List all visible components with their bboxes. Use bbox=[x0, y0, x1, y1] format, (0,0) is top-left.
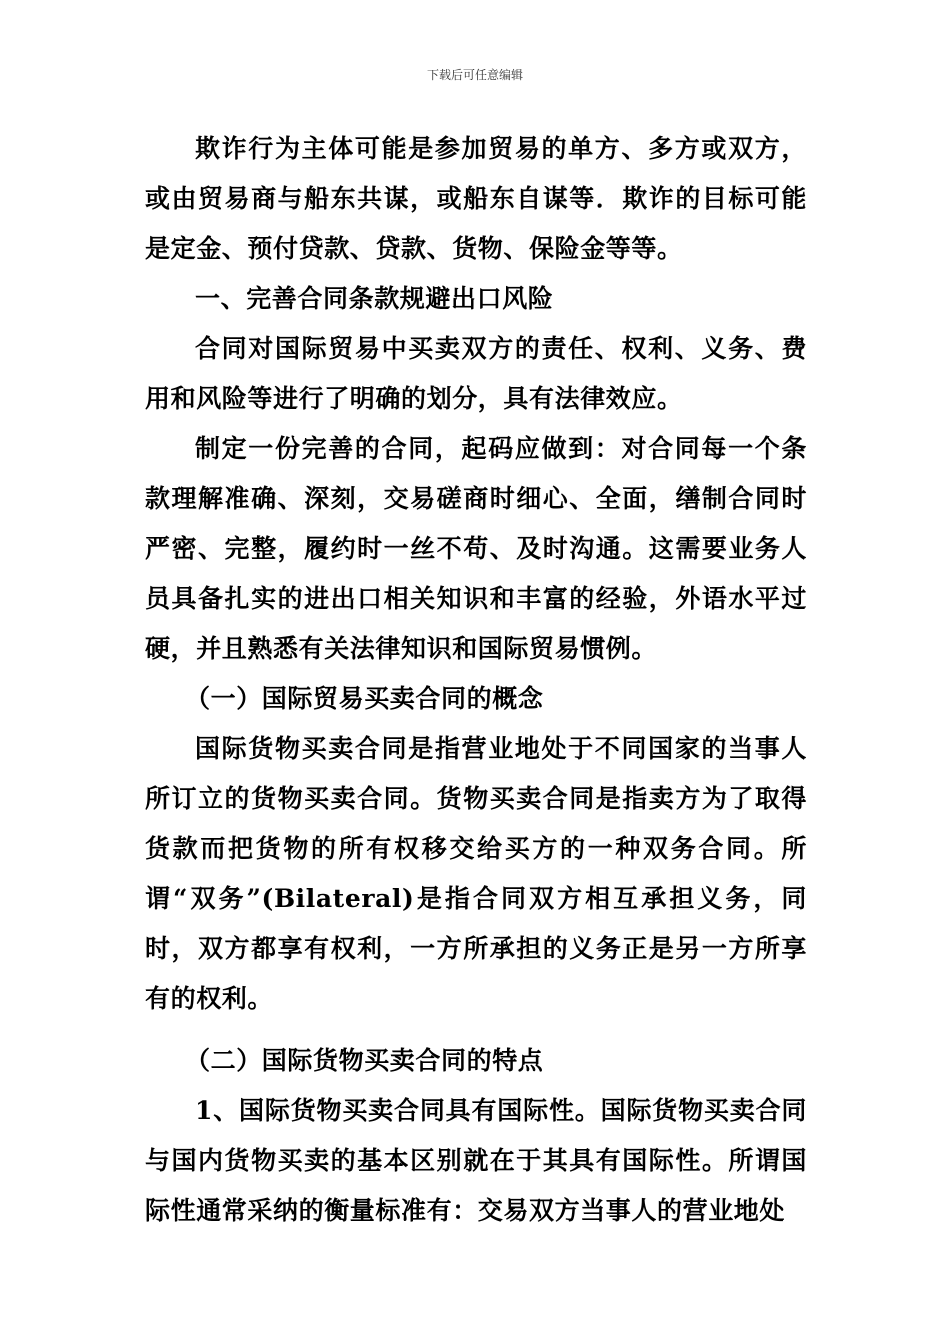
paragraph-drafting-requirements: 制定一份完善的合同，起码应做到：对合同每一个条款理解准确、深刻，交易磋商时细心、全面，缮制合同时严密、完整，履约时一丝不苟、及时沟通。这需要业务人员具备扎实的进出口相关知识和丰富的经验，外语水平过硬，并且熟悉有关法律知识和国际贸易惯例。 bbox=[145, 434, 807, 663]
section-heading-contract-terms: 一、完善合同条款规避出口风险 bbox=[195, 284, 554, 313]
paragraph-contract-division: 合同对国际贸易中买卖双方的责任、权利、义务、费用和风险等进行了明确的划分，具有法律效应。 bbox=[145, 334, 807, 413]
paragraph-fraud-subjects: 欺诈行为主体可能是参加贸易的单方、多方或双方，或由贸易商与船东共谋，或船东自谋等．欺诈的目标可能是定金、预付贷款、贷款、货物、保险金等等。 bbox=[145, 134, 807, 263]
paragraph-internationality: 1、国际货物买卖合同具有国际性。国际货物买卖合同与国内货物买卖的基本区别就在于其具有国际性。所谓国际性通常采纳的衡量标准有：交易双方当事人的营业地处 bbox=[145, 1096, 807, 1225]
subheading-contract-features: （二）国际货物买卖合同的特点 bbox=[185, 1046, 544, 1075]
paragraph-spacer bbox=[145, 1024, 807, 1036]
document-body bbox=[145, 124, 807, 1236]
subheading-contract-concept: （一）国际贸易买卖合同的概念 bbox=[185, 684, 544, 713]
page-header: 下载后可任意编辑 bbox=[426, 68, 523, 82]
paragraph-contract-definition: 国际货物买卖合同是指营业地处于不同国家的当事人所订立的货物买卖合同。货物买卖合同是指卖方为了取得货款而把货物的所有权移交给买方的一种双务合同。所谓“双务”(Bilateral)是指合同双方相互承担义务，同时，双方都享有权利，一方所承担的义务正是另一方所享有的权利。 bbox=[145, 734, 807, 1013]
